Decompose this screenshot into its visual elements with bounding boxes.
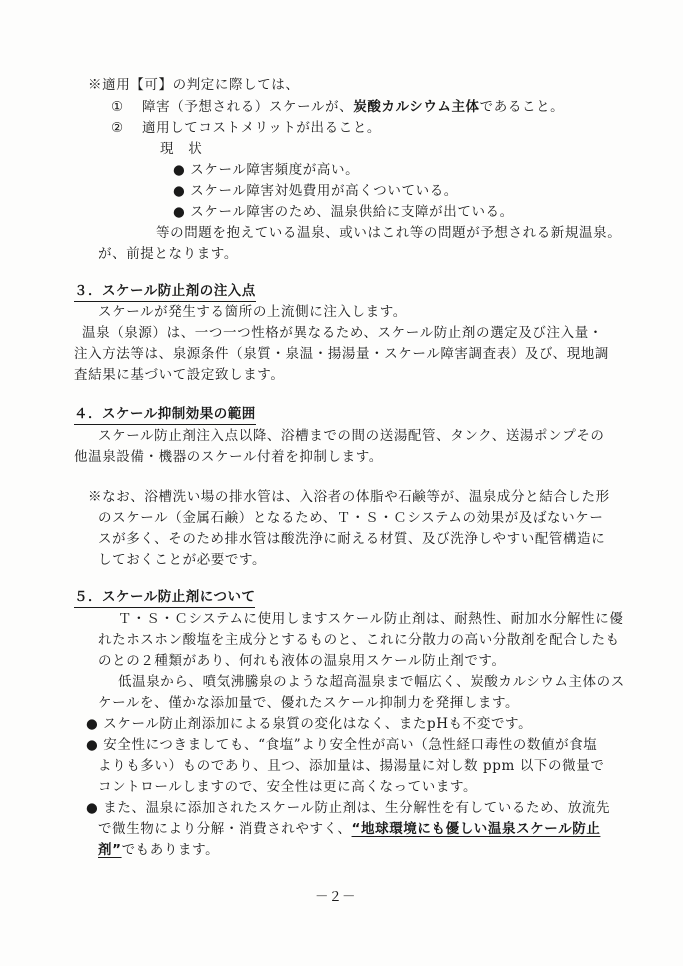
- section-3-heading: ３．スケール防止剤の注入点: [74, 282, 256, 302]
- section-5-para-1-line-3: のとの２種類があり、何れも液体の温泉用スケール防止剤です。: [98, 653, 506, 669]
- status-bullet-2: ● スケール障害対処費用が高くついている。: [173, 183, 458, 199]
- condition-1-text: 障害（予想される）スケールが、: [142, 99, 354, 115]
- section-5-heading: ５．スケール防止剤について: [74, 588, 255, 608]
- section-5-bullet-1: ● スケール防止剤添加による泉質の変化はなく、またpHも不変です。: [86, 716, 533, 732]
- status-label: 現 状: [160, 141, 203, 157]
- section-5-bullet-3-line-3: [98, 841, 219, 859]
- section-3-line-4: 査結果に基づいて設定致します。: [74, 367, 285, 383]
- status-bullet-1: ● スケール障害頻度が高い。: [173, 162, 360, 178]
- section-5-bullet-3-line-2: [98, 820, 600, 838]
- eco-friendly-emphasis: “地球環境にも優しい温泉スケール防止: [351, 821, 601, 837]
- condition-1-emphasis: 炭酸カルシウム主体: [353, 99, 480, 115]
- section-4-note-line-1: ※なお、浴槽洗い場の排水管は、入浴者の体脂や石鹸等が、温泉成分と結合した形: [88, 489, 610, 505]
- section-3-line-1: スケールが発生する箇所の上流側に注入します。: [98, 304, 407, 320]
- section-4-heading: ４．スケール抑制効果の範囲: [74, 405, 256, 425]
- status-bullet-3: ● スケール障害のため、温泉供給に支障が出ている。: [173, 204, 514, 220]
- section-5-para-1-line-1: Ｔ・Ｓ・Ｃシステムに使用しますスケール防止剤は、耐熱性、耐加水分解性に優: [118, 611, 624, 627]
- section-4-note-line-4: しておくことが必要です。: [98, 552, 267, 568]
- section-5-bullet-3-line-1: ● また、温泉に添加されたスケール防止剤は、生分解性を有しているため、放流先: [86, 800, 611, 816]
- section-5-para-2-line-1: 低温泉から、噴気沸騰泉のような超高温泉まで幅広く、炭酸カルシウム主体のス: [118, 674, 625, 690]
- section-5-bullet-2-line-1: ● 安全性につきましても、“食塩”より安全性が高い（急性経口毒性の数値が食塩: [86, 737, 598, 753]
- section-4-line-2: 他温泉設備・機器のスケール付着を抑制します。: [74, 449, 383, 465]
- section-3-line-2: 温泉（泉源）は、一つ一つ性格が異なるため、スケール防止剤の選定及び注入量・: [82, 325, 603, 341]
- condition-1-suffix: であること。: [479, 99, 565, 115]
- section-4-line-1: スケール防止剤注入点以降、浴槽までの間の送湯配管、タンク、送湯ポンプその: [98, 428, 605, 444]
- section-5-para-1-line-2: れたホスホン酸塩を主成分とするものと、これに分散力の高い分散剤を配合したも: [98, 632, 620, 648]
- section-5-bullet-2-line-2: よりも多い）ものであり、且つ、添加量は、揚湯量に対し数 ppm 以下の微量で: [98, 758, 605, 774]
- condition-2: 適用してコストメリットが出ること。: [142, 120, 382, 136]
- condition-2-number: ②: [111, 120, 124, 136]
- section-5-para-2-line-2: ケールを、僅かな添加量で、優れたスケール抑制力を発揮します。: [98, 695, 520, 711]
- section-3-line-3: 注入方法等は、泉源条件（泉質・泉温・揚湯量・スケール障害調査表）及び、現地調: [74, 346, 609, 362]
- section-4-note-line-2: のスケール（金属石鹸）となるため、Ｔ・Ｓ・Ｃシステムの効果が及ばないケー: [98, 510, 604, 526]
- bullet-3-line-2-text: で微生物により分解・消費されやすく、: [98, 821, 352, 837]
- condition-1-number: ①: [111, 99, 124, 115]
- premise-statement: が、前提となります。: [98, 246, 238, 262]
- section-5-bullet-2-line-3: コントロールしますので、安全性は更に高くなっています。: [98, 779, 478, 795]
- bullet-3-line-3-text: でもあります。: [121, 842, 220, 858]
- problem-statement: 等の問題を抱えている温泉、或いはこれ等の問題が予想される新規温泉。: [156, 225, 622, 241]
- condition-1: [142, 98, 564, 116]
- section-4-note-line-3: スが多く、そのため排水管は酸洗浄に耐える材質、及び洗浄しやすい配管構造に: [98, 531, 606, 547]
- eco-friendly-emphasis-end: 剤”: [98, 842, 122, 858]
- applicability-note: ※適用【可】の判定に際しては、: [88, 77, 300, 93]
- page-number: －２－: [315, 889, 356, 905]
